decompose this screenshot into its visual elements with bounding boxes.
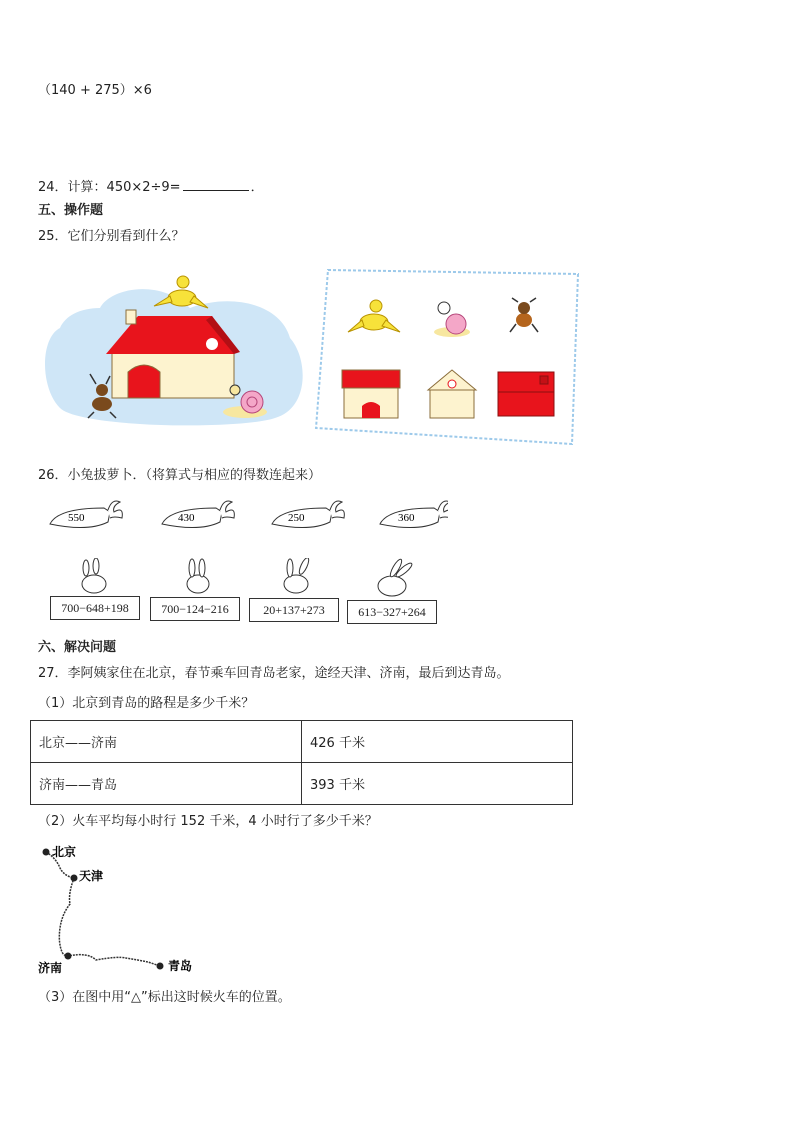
house-front-option — [342, 370, 400, 418]
section6-title: 六、解决问题 — [38, 640, 117, 655]
distance-cell: 393 千米 — [302, 763, 573, 805]
house-top-option — [498, 372, 554, 416]
carrot-4-value: 360 — [398, 512, 415, 524]
tianjin-label: 天津 — [79, 869, 104, 883]
route-cell: 北京——济南 — [31, 721, 302, 763]
expression-box-3[interactable]: 20+137+273 — [249, 598, 339, 622]
q24-answer-blank[interactable] — [183, 176, 249, 191]
jinan-label: 济南 — [38, 961, 63, 975]
q27-sub1: （1）北京到青岛的路程是多少千米？ — [38, 696, 255, 711]
carrot-3-value: 250 — [288, 512, 305, 524]
jinan-dot — [65, 953, 72, 960]
q24-text: 24．计算：450×2÷9= — [38, 180, 181, 195]
q25-question: 25．它们分别看到什么？ — [38, 229, 185, 244]
q26-question: 26．小兔拔萝卜．（将算式与相应的得数连起来） — [38, 468, 322, 483]
q25-views-panel — [312, 266, 584, 448]
carrot-3 — [272, 501, 344, 528]
rabbit-2-icon — [187, 559, 209, 593]
qingdao-dot — [157, 963, 164, 970]
q24-question — [38, 176, 264, 197]
house-window — [205, 337, 219, 351]
q25-house-scene — [40, 268, 304, 432]
expression-box-1[interactable]: 700−648+198 — [50, 596, 140, 620]
beijing-dot — [43, 849, 50, 856]
rabbit-1-icon — [82, 558, 106, 593]
tianjin-dot — [71, 875, 78, 882]
table-row — [31, 763, 573, 805]
q27-sub3: （3）在图中用“△”标出这时候火车的位置。 — [38, 990, 291, 1005]
carrot-4 — [380, 501, 448, 528]
q23-expression: （140 + 275）×6 — [38, 83, 152, 98]
carrot-1 — [50, 501, 122, 528]
expression-box-2[interactable]: 700−124−216 — [150, 597, 240, 621]
beijing-label: 北京 — [52, 845, 77, 859]
rabbit-4-icon — [378, 558, 414, 596]
qingdao-label: 青岛 — [168, 959, 193, 973]
q27-sub2: （2）火车平均每小时行 152 千米，4 小时行了多少千米？ — [38, 814, 378, 829]
table-row — [31, 721, 573, 763]
railway-route-map — [34, 838, 214, 978]
carrot-1-value: 550 — [68, 512, 85, 524]
distance-cell: 426 千米 — [302, 721, 573, 763]
chimney — [126, 310, 136, 324]
route-cell: 济南——青岛 — [31, 763, 302, 805]
q27-question: 27．李阿姨家住在北京，春节乘车回青岛老家，途经天津、济南，最后到达青岛。 — [38, 666, 510, 681]
rabbit-3-icon — [284, 558, 311, 593]
q26-carrots — [48, 494, 448, 540]
expression-box-4[interactable]: 613−327+264 — [347, 600, 437, 624]
q26-rabbits — [60, 558, 440, 598]
route-distance-table — [30, 720, 573, 805]
carrot-2-value: 430 — [178, 512, 195, 524]
carrot-2 — [162, 501, 234, 528]
q24-text-end: ． — [250, 180, 264, 195]
section5-title: 五、操作题 — [38, 203, 104, 218]
house-door — [128, 365, 160, 398]
